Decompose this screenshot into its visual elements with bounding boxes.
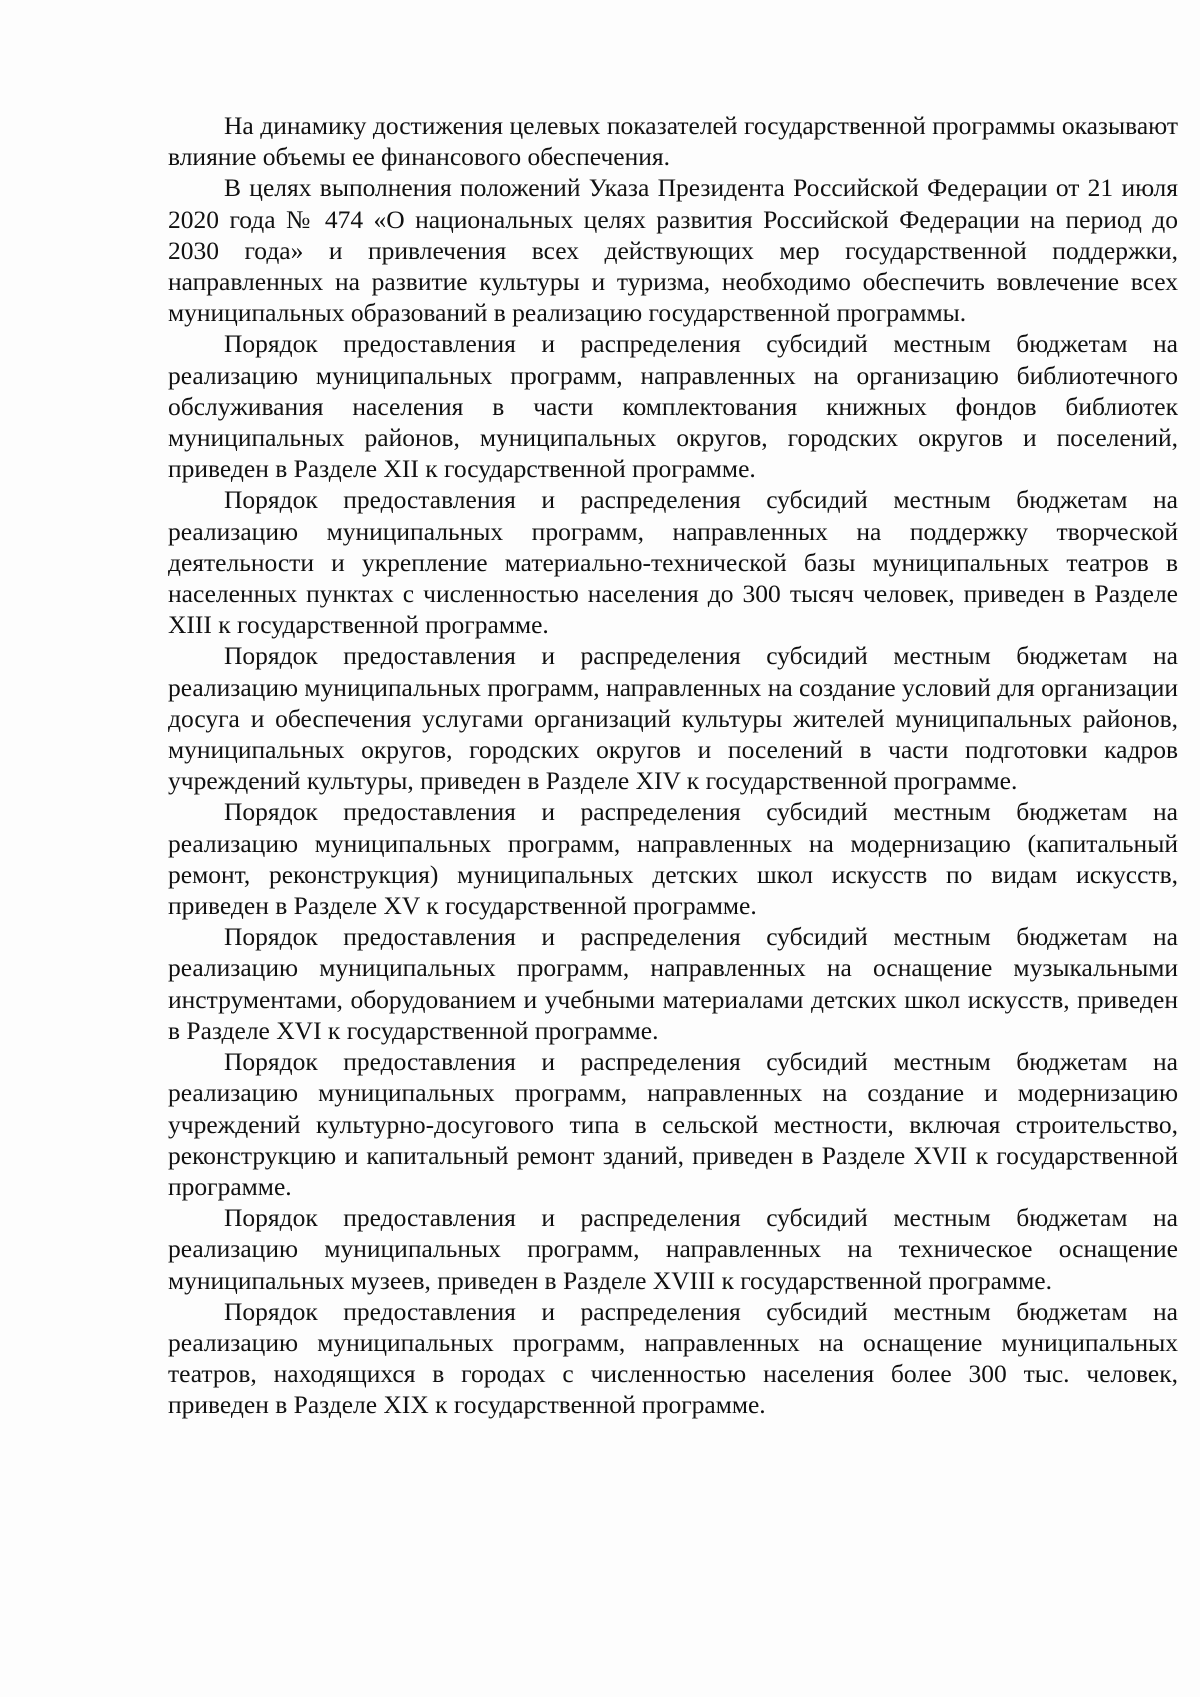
paragraph-section-xvi: Порядок предоставления и распределения субсидий местным бюджетам на реализацию муниципальных программ, направленных на оснащение музыкальными инструментами, оборудованием и учебными материалами детских школ искусств, приведен в Разделе XVI к государственной программе. — [168, 922, 1178, 1045]
document-body — [168, 110, 1178, 1421]
paragraph-section-xix: Порядок предоставления и распределения субсидий местным бюджетам на реализацию муниципальных программ, направленных на оснащение муниципальных театров, находящихся в городах с численностью населения более 300 тыс. человек, приведен в Разделе XIX к государственной программе. — [168, 1296, 1178, 1420]
paragraph-section-xiii: Порядок предоставления и распределения субсидий местным бюджетам на реализацию муниципальных программ, направленных на поддержку творческой деятельности и укрепление материально-технической базы муниципальных театров в населенных пунктах с численностью населения до 300 тысяч человек, приведен в Разделе XIII к государственной программе. — [168, 485, 1178, 640]
paragraph-section-xvii: Порядок предоставления и распределения субсидий местным бюджетам на реализацию муниципальных программ, направленных на создание и модернизацию учреждений культурно-досугового типа в сельской местности, включая строительство, реконструкцию и капитальный ремонт зданий, приведен в Разделе XVII к государственной программе. — [168, 1047, 1178, 1201]
paragraph-presidential-decree: В целях выполнения положений Указа Президента Российской Федерации от 21 июля 2020 года № 474 «О национальных целях развития Российской Федерации на период до 2030 года» и привлечения всех действующих мер государственной поддержки, направленных на развитие культуры и туризма, необходимо обеспечить вовлечение всех муниципальных образований в реализацию государственной программы. — [168, 173, 1178, 328]
paragraph-section-xviii: Порядок предоставления и распределения субсидий местным бюджетам на реализацию муниципальных программ, направленных на техническое оснащение муниципальных музеев, приведен в Разделе XVIII к государственной программе. — [168, 1203, 1178, 1295]
paragraph-section-xiv: Порядок предоставления и распределения субсидий местным бюджетам на реализацию муниципальных программ, направленных на создание условий для организации досуга и обеспечения услугами организаций культуры жителей муниципальных районов, муниципальных округов, городских округов и поселений в части подготовки кадров учреждений культуры, приведен в Разделе XIV к государственной программе. — [168, 641, 1178, 796]
paragraph-section-xii: Порядок предоставления и распределения субсидий местным бюджетам на реализацию муниципальных программ, направленных на организацию библиотечного обслуживания населения в части комплектования книжных фондов библиотек муниципальных районов, муниципальных округов, городских округов и поселений, приведен в Разделе XII к государственной программе. — [168, 329, 1178, 484]
paragraph-financing: На динамику достижения целевых показателей государственной программы оказывают влияние объемы ее финансового обеспечения. — [168, 111, 1178, 172]
paragraph-section-xv: Порядок предоставления и распределения субсидий местным бюджетам на реализацию муниципальных программ, направленных на модернизацию (капитальный ремонт, реконструкция) муниципальных детских школ искусств по видам искусств, приведен в Разделе XV к государственной программе. — [168, 797, 1178, 921]
